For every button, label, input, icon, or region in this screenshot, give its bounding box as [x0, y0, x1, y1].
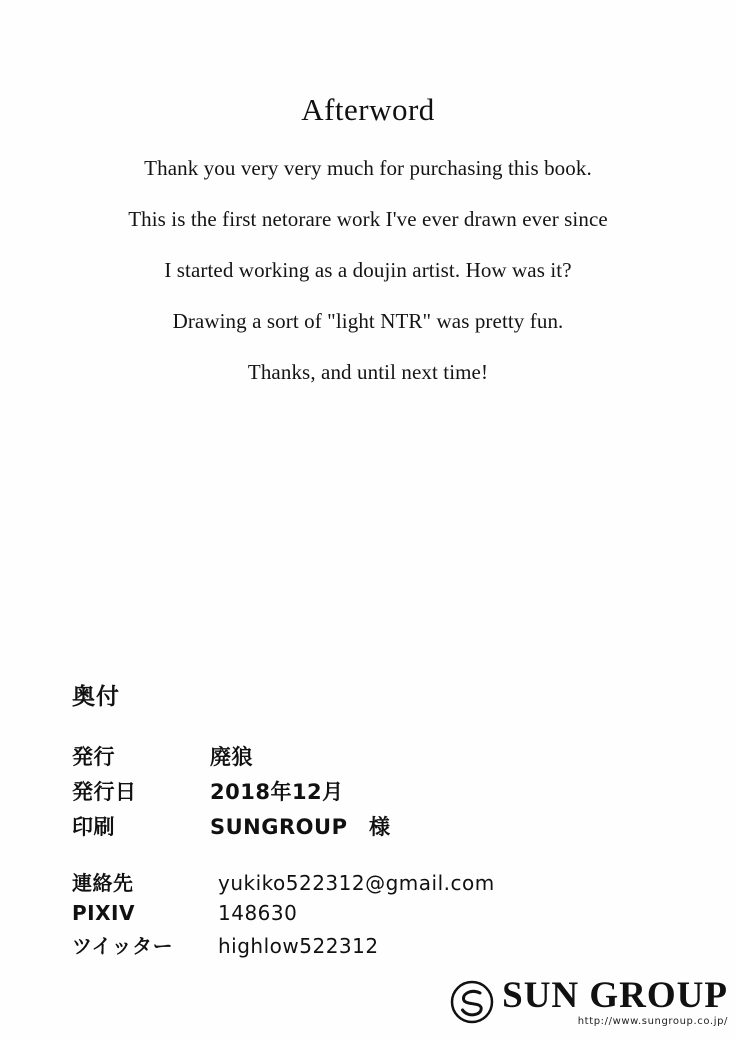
sun-group-logo-text — [502, 977, 728, 1027]
colophon-value-contact-email[interactable]: yukiko522312@gmail.com — [218, 871, 495, 895]
sun-group-circle-icon — [450, 980, 494, 1024]
afterword-line-1: Thank you very very much for purchasing this book. — [144, 156, 592, 180]
afterword-section — [0, 92, 736, 383]
sun-group-wordmark: SUN GROUP — [502, 975, 728, 1016]
colophon-value-printing: SUNGROUP 様 — [210, 815, 391, 839]
afterword-line-2: This is the first netorare work I've ever drawn ever since — [128, 207, 608, 231]
colophon-row-pixiv — [72, 901, 672, 925]
afterword-line-4: Drawing a sort of "light NTR" was pretty fun. — [172, 309, 564, 333]
colophon-publication-group — [72, 741, 672, 841]
colophon-heading: 奥付 — [72, 684, 120, 710]
colophon-label-publisher: 発行 — [72, 745, 115, 769]
sun-group-url[interactable]: http://www.sungroup.co.jp/ — [577, 1016, 728, 1027]
colophon-row-printing — [72, 811, 672, 841]
colophon-label-contact: 連絡先 — [72, 871, 134, 895]
colophon-label-twitter: ツイッター — [72, 934, 174, 958]
afterword-line-5: Thanks, and until next time! — [247, 360, 489, 384]
colophon-value-publisher: 廃狼 — [210, 745, 253, 769]
colophon-value-pixiv-id[interactable]: 148630 — [218, 901, 298, 925]
colophon-label-pixiv: PIXIV — [72, 901, 135, 925]
page-title: Afterword — [301, 92, 435, 127]
colophon-contact-group — [72, 867, 672, 959]
colophon-value-twitter-handle[interactable]: highlow522312 — [218, 934, 379, 958]
colophon-label-publication-date: 発行日 — [72, 780, 137, 804]
colophon-row-contact — [72, 867, 672, 896]
colophon-label-printing: 印刷 — [72, 815, 115, 839]
colophon-section — [72, 678, 672, 985]
colophon-row-publication-date — [72, 776, 672, 806]
colophon-value-publication-date: 2018年12月 — [210, 780, 344, 804]
colophon-row-publisher — [72, 741, 672, 771]
colophon-row-twitter — [72, 930, 672, 959]
sun-group-logo — [450, 977, 728, 1027]
afterword-line-3: I started working as a doujin artist. How was it? — [164, 258, 572, 282]
